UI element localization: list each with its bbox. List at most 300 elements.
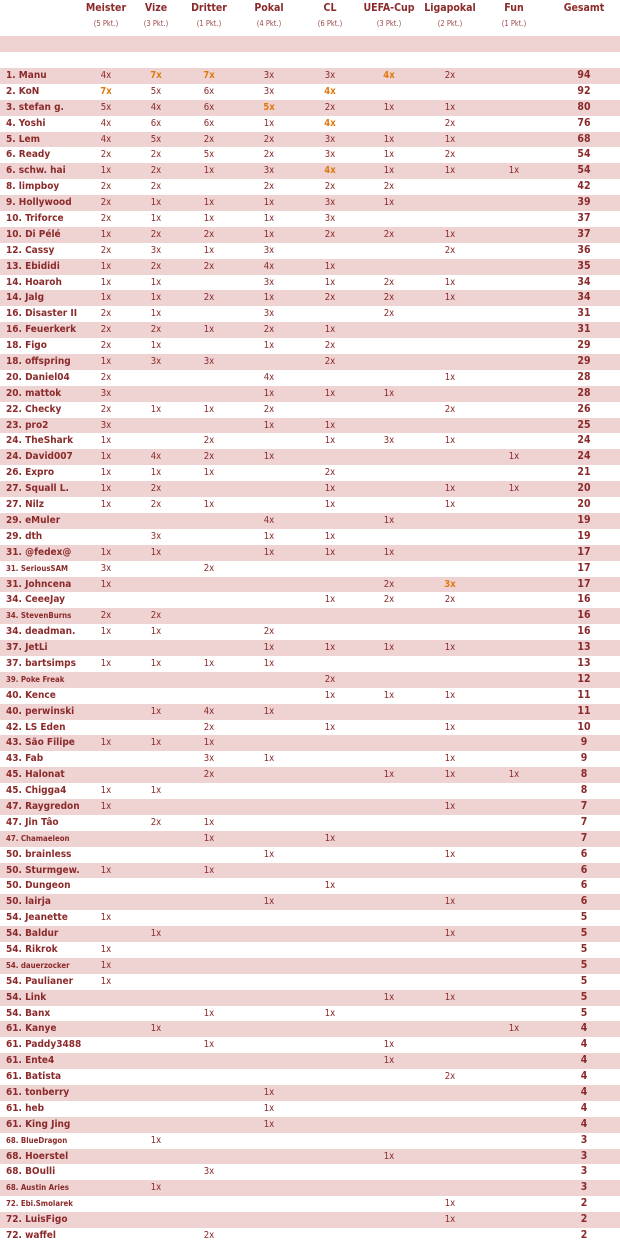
title-count-cell: 4x — [324, 85, 336, 97]
title-count-cell: 2x — [383, 578, 395, 590]
table-row — [0, 481, 620, 497]
title-count-cell: 1x — [100, 467, 112, 479]
total-points: 4 — [580, 1070, 588, 1083]
title-count-cell: 1x — [150, 308, 162, 320]
total-points: 31 — [577, 307, 591, 320]
table-row — [0, 1006, 620, 1022]
title-count-cell: 1x — [150, 657, 162, 669]
total-points: 37 — [577, 227, 591, 240]
title-count-cell: 2x — [324, 467, 336, 479]
total-points: 26 — [577, 402, 591, 415]
column-header-gesamt: Gesamt — [563, 2, 605, 14]
player-name: 61. King Jing — [6, 1118, 71, 1130]
table-row — [0, 386, 620, 402]
title-count-cell: 2x — [383, 292, 395, 304]
total-points: 5 — [580, 974, 588, 987]
table-row — [0, 847, 620, 863]
player-name: 54. Paulianer — [6, 975, 74, 987]
total-points: 5 — [580, 942, 588, 955]
title-count-cell: 1x — [150, 213, 162, 225]
title-count-cell: 1x — [444, 642, 456, 654]
title-count-cell: 1x — [508, 1023, 520, 1035]
title-count-cell: 2x — [100, 324, 112, 336]
title-count-cell: 2x — [444, 149, 456, 161]
title-count-cell: 6x — [203, 117, 215, 129]
player-name: 34. CeeeJay — [6, 594, 65, 606]
player-name: 26. Expro — [6, 467, 55, 479]
title-count-cell: 1x — [444, 228, 456, 240]
title-count-cell: 1x — [383, 991, 395, 1003]
column-points: (1 Pkt.) — [196, 19, 222, 28]
total-points: 4 — [580, 1101, 588, 1114]
total-points: 28 — [577, 370, 591, 383]
total-points: 17 — [577, 545, 591, 558]
total-points: 10 — [577, 720, 591, 733]
title-count-cell: 1x — [444, 133, 456, 145]
title-count-cell: 7x — [100, 85, 112, 97]
title-count-cell: 1x — [150, 546, 162, 558]
table-row — [0, 147, 620, 163]
total-points: 9 — [580, 752, 588, 765]
table-row — [0, 656, 620, 672]
total-points: 3 — [580, 1181, 588, 1194]
title-count-cell: 1x — [100, 626, 112, 638]
table-row — [0, 1164, 620, 1180]
title-count-cell: 3x — [324, 197, 336, 209]
title-count-cell: 2x — [263, 324, 275, 336]
player-name: 37. JetLi — [6, 642, 48, 654]
table-row — [0, 767, 620, 783]
player-name: 37. bartsimps — [6, 657, 76, 669]
total-points: 36 — [577, 243, 591, 256]
total-points: 13 — [577, 641, 591, 654]
player-name: 34. deadman. — [6, 626, 76, 638]
title-count-cell: 2x — [324, 356, 336, 368]
title-count-cell: 1x — [383, 197, 395, 209]
column-header-cl: CL — [323, 2, 337, 14]
player-name: 54. Baldur — [6, 928, 59, 940]
title-count-cell: 3x — [383, 435, 395, 447]
player-name: 31. SeriousSAM — [6, 563, 68, 573]
total-points: 21 — [577, 466, 591, 479]
title-count-cell: 2x — [203, 435, 215, 447]
total-points: 25 — [577, 418, 591, 431]
total-points: 4 — [580, 1022, 588, 1035]
title-count-cell: 1x — [324, 1007, 336, 1019]
table-row — [0, 1101, 620, 1117]
title-count-cell: 1x — [324, 721, 336, 733]
title-count-cell: 1x — [263, 213, 275, 225]
title-count-cell: 1x — [100, 912, 112, 924]
player-name: 54. dauerzocker — [6, 960, 70, 970]
total-points: 80 — [577, 100, 591, 113]
title-count-cell: 1x — [100, 578, 112, 590]
total-points: 35 — [577, 259, 591, 272]
total-points: 11 — [577, 688, 591, 701]
total-points: 3 — [580, 1165, 588, 1178]
table-row — [0, 894, 620, 910]
title-count-cell: 1x — [444, 499, 456, 511]
title-count-cell: 1x — [444, 721, 456, 733]
title-count-cell: 2x — [100, 244, 112, 256]
table-row — [0, 799, 620, 815]
table-row — [0, 370, 620, 386]
total-points: 5 — [580, 927, 588, 940]
title-count-cell: 1x — [263, 530, 275, 542]
title-count-cell: 1x — [324, 324, 336, 336]
table-row — [0, 529, 620, 545]
player-name: 34. StevenBurns — [6, 611, 72, 621]
title-count-cell: 2x — [383, 181, 395, 193]
title-count-cell: 2x — [203, 451, 215, 463]
table-row — [0, 227, 620, 243]
player-name: 3. stefan g. — [6, 101, 64, 113]
title-count-cell: 1x — [203, 467, 215, 479]
title-count-cell: 1x — [444, 769, 456, 781]
title-count-cell: 1x — [100, 943, 112, 955]
title-count-cell: 1x — [150, 785, 162, 797]
title-count-cell: 2x — [100, 213, 112, 225]
title-count-cell: 1x — [383, 514, 395, 526]
table-row — [0, 783, 620, 799]
table-row — [0, 433, 620, 449]
title-count-cell: 1x — [508, 483, 520, 495]
title-count-cell: 2x — [100, 308, 112, 320]
total-points: 8 — [580, 784, 588, 797]
title-count-cell: 4x — [263, 514, 275, 526]
player-name: 14. Jalg — [6, 292, 45, 304]
title-count-cell: 3x — [150, 530, 162, 542]
total-points: 31 — [577, 323, 591, 336]
column-header-meister: Meister — [85, 2, 127, 14]
title-count-cell: 1x — [100, 451, 112, 463]
title-count-cell: 1x — [100, 483, 112, 495]
table-row — [0, 1180, 620, 1196]
table-row — [0, 926, 620, 942]
title-count-cell: 1x — [150, 292, 162, 304]
title-count-cell: 1x — [444, 165, 456, 177]
player-name: 29. dth — [6, 530, 43, 542]
total-points: 68 — [577, 132, 591, 145]
title-count-cell: 1x — [100, 864, 112, 876]
table-row — [0, 1149, 620, 1165]
title-count-cell: 2x — [203, 769, 215, 781]
title-count-cell: 1x — [263, 197, 275, 209]
total-points: 12 — [577, 672, 591, 685]
player-name: 8. limpboy — [6, 181, 60, 193]
player-name: 68. BlueDragon — [6, 1135, 68, 1145]
title-count-cell: 1x — [324, 530, 336, 542]
table-row — [0, 958, 620, 974]
player-name: 39. Poke Freak — [6, 674, 65, 684]
title-count-cell: 2x — [444, 1071, 456, 1083]
title-count-cell: 1x — [100, 260, 112, 272]
title-count-cell: 2x — [150, 149, 162, 161]
player-name: 61. Paddy3488 — [6, 1039, 82, 1051]
table-row — [0, 592, 620, 608]
table-body — [0, 68, 620, 1244]
title-count-cell: 1x — [444, 101, 456, 113]
title-count-cell: 1x — [383, 133, 395, 145]
total-points: 6 — [580, 895, 588, 908]
player-name: 27. Squall L. — [6, 483, 69, 495]
title-count-cell: 1x — [324, 387, 336, 399]
table-row — [0, 338, 620, 354]
column-points: (6 Pkt.) — [317, 19, 343, 28]
title-count-cell: 2x — [100, 610, 112, 622]
player-name: 18. offspring — [6, 356, 71, 368]
title-count-cell: 2x — [100, 181, 112, 193]
title-count-cell: 2x — [203, 1230, 215, 1242]
total-points: 19 — [577, 513, 591, 526]
table-row — [0, 1117, 620, 1133]
total-points: 5 — [580, 1006, 588, 1019]
table-row — [0, 1133, 620, 1149]
title-count-cell: 4x — [263, 260, 275, 272]
table-row — [0, 545, 620, 561]
title-count-cell: 1x — [263, 705, 275, 717]
column-header-pokal: Pokal — [254, 2, 284, 14]
total-points: 3 — [580, 1149, 588, 1162]
title-count-cell: 1x — [263, 387, 275, 399]
title-count-cell: 1x — [324, 832, 336, 844]
title-count-cell: 2x — [324, 673, 336, 685]
title-count-cell: 1x — [444, 276, 456, 288]
player-name: 20. mattok — [6, 387, 62, 399]
title-count-cell: 5x — [150, 85, 162, 97]
title-count-cell: 1x — [100, 165, 112, 177]
title-count-cell: 2x — [383, 276, 395, 288]
title-count-cell: 1x — [100, 737, 112, 749]
title-count-cell: 1x — [100, 356, 112, 368]
title-count-cell: 1x — [444, 848, 456, 860]
title-count-cell: 1x — [150, 467, 162, 479]
player-name: 54. Link — [6, 991, 47, 1003]
total-points: 54 — [577, 148, 591, 161]
player-name: 6. Ready — [6, 149, 51, 161]
title-count-cell: 1x — [324, 546, 336, 558]
total-points: 7 — [580, 799, 588, 812]
total-points: 2 — [580, 1197, 588, 1210]
title-count-cell: 1x — [150, 1134, 162, 1146]
title-count-cell: 1x — [150, 737, 162, 749]
title-count-cell: 2x — [150, 260, 162, 272]
player-name: 54. Rikrok — [6, 943, 58, 955]
title-count-cell: 4x — [324, 117, 336, 129]
player-name: 72. waffel — [6, 1230, 56, 1242]
title-count-cell: 1x — [203, 165, 215, 177]
title-count-cell: 3x — [324, 213, 336, 225]
title-count-cell: 1x — [324, 689, 336, 701]
title-count-cell: 7x — [203, 70, 215, 81]
title-count-cell: 1x — [383, 546, 395, 558]
total-points: 94 — [577, 69, 591, 81]
player-name: 4. Yoshi — [6, 117, 46, 129]
title-count-cell: 1x — [263, 228, 275, 240]
table-row — [0, 513, 620, 529]
title-count-cell: 1x — [100, 975, 112, 987]
player-name: 31. Johncena — [6, 578, 72, 590]
player-name: 12. Cassy — [6, 244, 55, 256]
player-name: 68. Austin Aries — [6, 1183, 69, 1193]
player-name: 9. Hollywood — [6, 197, 72, 209]
table-row — [0, 688, 620, 704]
total-points: 13 — [577, 656, 591, 669]
table-row — [0, 402, 620, 418]
total-points: 2 — [580, 1213, 588, 1226]
title-count-cell: 3x — [324, 133, 336, 145]
column-points: (1 Pkt.) — [501, 19, 527, 28]
title-count-cell: 1x — [100, 959, 112, 971]
title-count-cell: 2x — [100, 371, 112, 383]
total-points: 4 — [580, 1117, 588, 1130]
title-count-cell: 1x — [203, 499, 215, 511]
title-count-cell: 1x — [100, 499, 112, 511]
title-count-cell: 1x — [150, 276, 162, 288]
table-row — [0, 84, 620, 100]
total-points: 54 — [577, 164, 591, 177]
table-row — [0, 1228, 620, 1244]
table-row — [0, 211, 620, 227]
title-count-cell: 1x — [444, 292, 456, 304]
table-row — [0, 322, 620, 338]
title-count-cell: 2x — [100, 197, 112, 209]
column-points: (4 Pkt.) — [256, 19, 282, 28]
table-row — [0, 815, 620, 831]
player-name: 61. Kanye — [6, 1023, 57, 1035]
player-name: 54. Jeanette — [6, 912, 68, 924]
title-count-cell: 1x — [263, 340, 275, 352]
title-count-cell: 1x — [100, 276, 112, 288]
title-count-cell: 4x — [263, 371, 275, 383]
title-count-cell: 1x — [263, 451, 275, 463]
player-name: 47. Raygredon — [6, 800, 80, 812]
title-count-cell: 4x — [150, 101, 162, 113]
table-row — [0, 100, 620, 116]
table-row — [0, 1196, 620, 1212]
column-header-uefa-cup: UEFA-Cup — [363, 2, 415, 14]
title-count-cell: 3x — [324, 70, 336, 81]
title-count-cell: 2x — [100, 149, 112, 161]
title-count-cell: 1x — [324, 594, 336, 606]
title-count-cell: 2x — [150, 181, 162, 193]
title-count-cell: 2x — [203, 292, 215, 304]
title-count-cell: 1x — [444, 896, 456, 908]
title-count-cell: 2x — [100, 340, 112, 352]
table-row — [0, 704, 620, 720]
table-row — [0, 831, 620, 847]
title-count-cell: 1x — [263, 642, 275, 654]
title-count-cell: 1x — [263, 419, 275, 431]
total-points: 7 — [580, 815, 588, 828]
total-points: 6 — [580, 863, 588, 876]
player-name: 43. Fab — [6, 753, 44, 765]
title-count-cell: 3x — [100, 419, 112, 431]
table-row — [0, 1037, 620, 1053]
table-row — [0, 354, 620, 370]
player-name: 10. Di Pélé — [6, 228, 61, 240]
title-count-cell: 4x — [100, 117, 112, 129]
title-count-cell: 3x — [203, 753, 215, 765]
title-count-cell: 1x — [383, 101, 395, 113]
title-count-cell: 1x — [203, 213, 215, 225]
table-row — [0, 290, 620, 306]
title-count-cell: 1x — [444, 1198, 456, 1210]
title-count-cell: 1x — [444, 1214, 456, 1226]
title-count-cell: 6x — [203, 85, 215, 97]
title-count-cell: 1x — [150, 705, 162, 717]
title-count-cell: 1x — [444, 991, 456, 1003]
total-points: 29 — [577, 355, 591, 368]
title-count-cell: 2x — [150, 324, 162, 336]
title-count-cell: 1x — [100, 292, 112, 304]
total-points: 20 — [577, 498, 591, 511]
title-count-cell: 2x — [444, 403, 456, 415]
player-name: 24. David007 — [6, 451, 73, 463]
title-count-cell: 2x — [100, 403, 112, 415]
total-points: 7 — [580, 831, 588, 844]
column-header-fun: Fun — [504, 2, 524, 14]
total-points: 8 — [580, 768, 588, 781]
player-name: 45. Chigga4 — [6, 785, 67, 797]
total-points: 16 — [577, 609, 591, 622]
player-name: 47. Chamaeleon — [6, 833, 70, 843]
title-count-cell: 1x — [508, 769, 520, 781]
title-count-cell: 1x — [100, 546, 112, 558]
table-row — [0, 624, 620, 640]
table-row — [0, 179, 620, 195]
title-count-cell: 1x — [508, 451, 520, 463]
total-points: 4 — [580, 1086, 588, 1098]
total-points: 4 — [580, 1038, 588, 1051]
table-row — [0, 418, 620, 434]
table-row — [0, 735, 620, 751]
title-count-cell: 2x — [383, 308, 395, 320]
title-count-cell: 1x — [203, 244, 215, 256]
player-name: 1. Manu — [6, 70, 47, 81]
title-count-cell: 1x — [324, 499, 336, 511]
player-name: 40. Kence — [6, 689, 56, 701]
column-points: (5 Pkt.) — [93, 19, 119, 28]
table-row — [0, 878, 620, 894]
title-count-cell: 2x — [203, 562, 215, 574]
total-points: 2 — [580, 1229, 588, 1242]
title-count-cell: 1x — [444, 371, 456, 383]
title-count-cell: 1x — [150, 403, 162, 415]
column-points: (2 Pkt.) — [437, 19, 463, 28]
player-name: 23. pro2 — [6, 419, 49, 431]
title-count-cell: 1x — [324, 642, 336, 654]
table-row — [0, 306, 620, 322]
title-count-cell: 1x — [203, 197, 215, 209]
title-count-cell: 1x — [263, 1118, 275, 1130]
title-count-cell: 3x — [444, 578, 456, 590]
table-row — [0, 1069, 620, 1085]
total-points: 20 — [577, 482, 591, 495]
table-row — [0, 163, 620, 179]
title-count-cell: 5x — [263, 101, 275, 113]
table-header — [0, 0, 620, 36]
title-count-cell: 2x — [203, 133, 215, 145]
header-spacer — [0, 36, 620, 52]
total-points: 39 — [577, 196, 591, 209]
table-row — [0, 863, 620, 879]
title-count-cell: 1x — [100, 657, 112, 669]
table-row — [0, 672, 620, 688]
total-points: 34 — [577, 275, 591, 288]
player-name: 61. Batista — [6, 1071, 62, 1083]
title-count-cell: 3x — [150, 356, 162, 368]
